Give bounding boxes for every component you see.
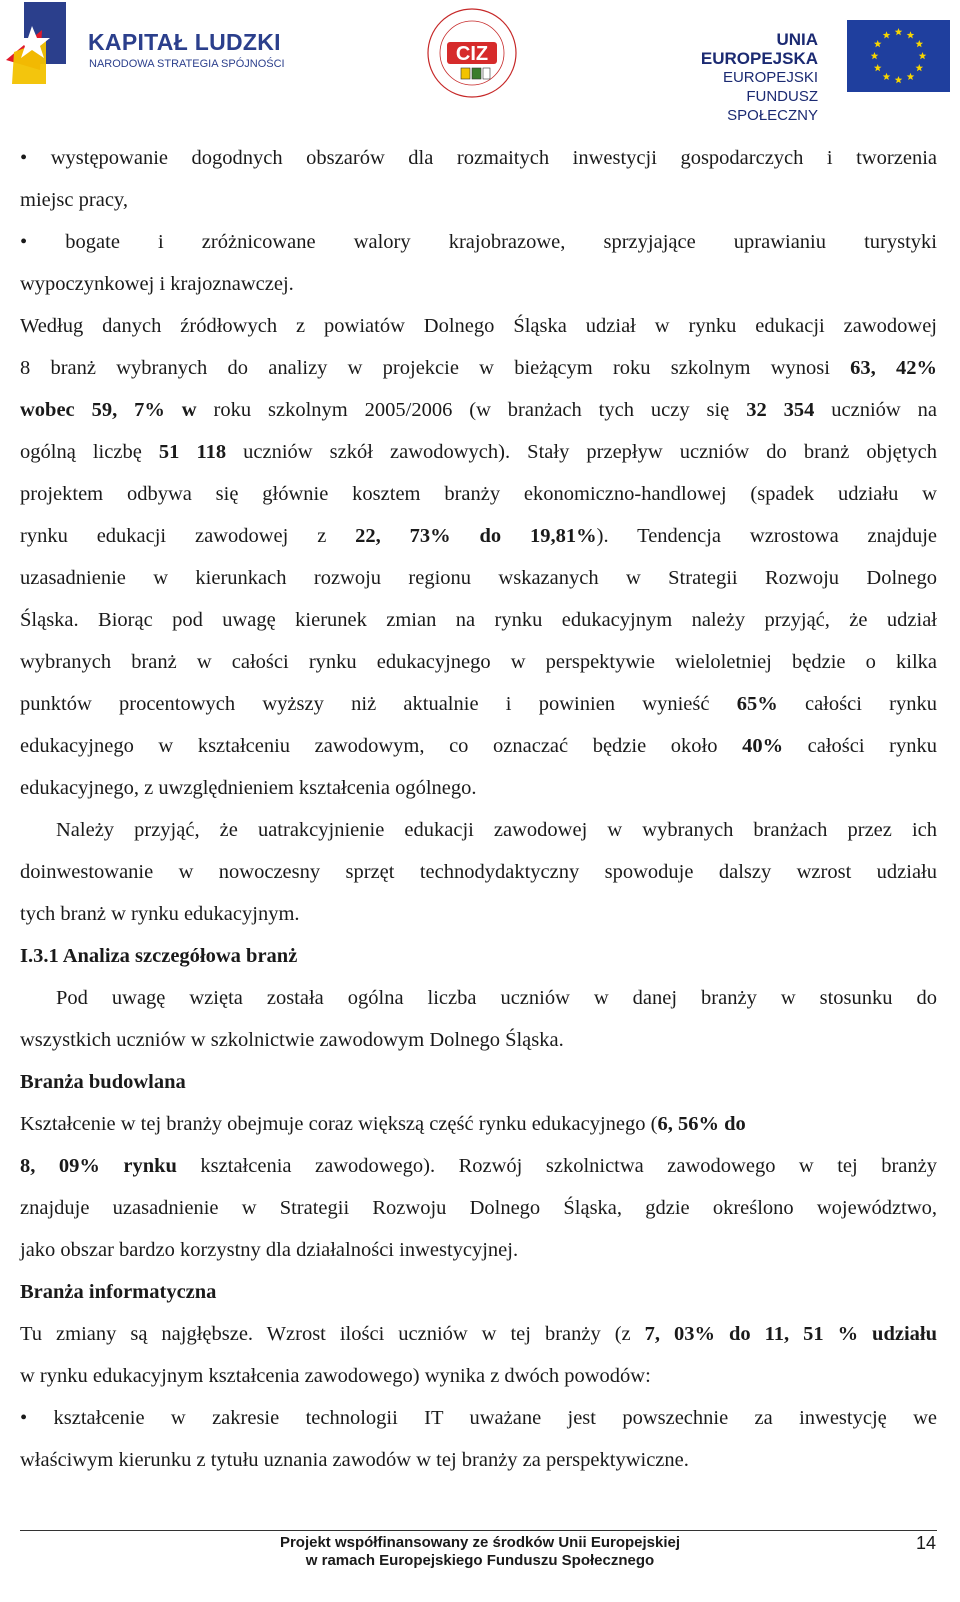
text-line [20,305,937,347]
text-run: wszystkich uczniów w szkolnictwie zawodowym Dolnego Śląska. [20,1029,564,1051]
text-run: ogólną liczbę [20,441,159,463]
text-line [20,179,937,221]
text-run: jako obszar bardzo korzystny dla działalności inwestycyjnej. [20,1239,519,1261]
kapital-ludzki-subtitle: NARODOWA STRATEGIA SPÓJNOŚCI [89,58,285,70]
eu-line2: EUROPEJSKI [722,69,818,86]
ciz-logo [425,6,519,100]
page-number: 14 [915,1533,936,1553]
bold-text-run: I.3.1 Analiza szczegółowa branż [20,945,298,967]
text-run: miejsc pracy, [20,189,128,211]
footer-divider [20,1530,937,1531]
text-line [20,1229,937,1271]
text-line [20,935,937,977]
bold-text-run: 6, 56% do [657,1113,746,1135]
bold-text-run: 22, 73% do 19,81% [355,525,597,547]
text-run: całości rynku [777,693,937,715]
bold-text-run: Branża budowlana [20,1071,186,1093]
text-run: ). Tendencja wzrostowa znajduje [596,525,937,547]
text-line [20,683,937,725]
text-run: projektem odbywa się głównie kosztem branży ekonomiczno-handlowej (spadek udziału w [20,483,937,505]
text-run: edukacyjnego w kształceniu zawodowym, co oznaczać będzie około [20,735,743,757]
text-line [20,1439,937,1481]
text-line [20,347,937,389]
bold-text-run: 65% [736,693,778,715]
text-line [20,599,937,641]
text-run: Należy przyjąć, że uatrakcyjnienie edukacji zawodowej w wybranych branżach przez ich [56,819,937,841]
bold-text-run: wobec 59, 7% w [20,399,197,421]
text-line [20,1061,937,1103]
text-line [20,851,937,893]
text-run: tych branż w rynku edukacyjnym. [20,903,300,925]
text-line [20,515,937,557]
text-line [20,809,937,851]
bold-text-run: 40% [742,735,784,757]
kapital-ludzki-emblem [6,0,82,90]
text-line [20,1313,937,1355]
ciz-logo-text: CIZ [455,43,489,65]
footer-line1: Projekt współfinansowany ze środków Unii Europejskiej [279,1534,681,1551]
text-run: edukacyjnego, z uwzględnieniem kształcenia ogólnego. [20,777,477,799]
bold-text-run: 8, 09% rynku [20,1155,177,1177]
eu-logo-text [660,30,818,125]
text-run: Według danych źródłowych z powiatów Dolnego Śląska udział w rynku edukacji zawodowej [20,315,937,337]
footer-text [0,1534,960,1570]
footer-line2: w ramach Europejskiego Funduszu Społecznego [305,1552,655,1569]
text-line [20,389,937,431]
bold-text-run: 63, 42% [850,357,938,379]
text-line [20,1355,937,1397]
text-run: Śląska. Biorąc pod uwagę kierunek zmian na rynku edukacyjnym należy przyjąć, że udział [20,609,937,631]
text-line [20,641,937,683]
text-line [20,1271,937,1313]
text-run: uczniów szkół zawodowych). Stały przepływ uczniów do branż objętych [226,441,938,463]
text-line [20,221,937,263]
text-run: punktów procentowych wyższy niż aktualnie i powinien wynieść [20,693,737,715]
text-run: rynku edukacji zawodowej z [20,525,356,547]
text-line [20,1397,937,1439]
text-line [20,1145,937,1187]
text-line [20,557,937,599]
text-run: całości rynku [783,735,937,757]
text-line [20,263,937,305]
text-run: uczniów na [814,399,938,421]
text-run: Pod uwagę wzięta została ogólna liczba uczniów w danej branży w stosunku do [56,987,937,1009]
eu-logo-block [660,20,950,124]
text-run: Kształcenie w tej branży obejmuje coraz większą część rynku edukacyjnego ( [20,1113,658,1135]
text-run: znajduje uzasadnienie w Strategii Rozwoju Dolnego Śląska, gdzie określono województwo, [20,1197,937,1219]
kapital-ludzki-title: KAPITAŁ LUDZKI [88,29,281,55]
text-line [20,767,937,809]
text-run: roku szkolnym 2005/2006 (w branżach tych uczy się [196,399,747,421]
document-body [20,137,937,1481]
text-run: doinwestowanie w nowoczesny sprzęt technodydaktyczny spowoduje dalszy wzrost udziału [20,861,937,883]
text-run: uzasadnienie w kierunkach rozwoju regionu wskazanych w Strategii Rozwoju Dolnego [20,567,937,589]
bold-text-run: 32 354 [746,399,815,421]
text-run: Tu zmiany są najgłębsze. Wzrost ilości uczniów w tej branży (z [20,1323,645,1345]
text-line [20,977,937,1019]
text-run: • kształcenie w zakresie technologii IT uważane jest powszechnie za inwestycję we [20,1407,937,1429]
page-header [0,0,960,124]
bold-text-run: 7, 03% do 11, 51 % udziału [644,1323,937,1345]
text-run: • występowanie dogodnych obszarów dla rozmaitych inwestycji gospodarczych i tworzenia [20,147,937,169]
eu-line3: FUNDUSZ SPOŁECZNY [727,88,818,124]
text-line [20,1103,937,1145]
eu-flag-icon [847,20,950,92]
text-line [20,725,937,767]
kapital-ludzki-logo [6,0,296,95]
bold-text-run: 51 118 [158,441,227,463]
text-run: kształcenia zawodowego). Rozwój szkolnictwa zawodowego w tej branży [176,1155,938,1177]
text-line [20,137,937,179]
text-run: w rynku edukacyjnym kształcenia zawodowego) wynika z dwóch powodów: [20,1365,651,1387]
text-run: 8 branż wybranych do analizy w projekcie w bieżącym roku szkolnym wynosi [20,357,851,379]
text-line [20,1187,937,1229]
eu-line1: UNIA EUROPEJSKA [700,30,818,68]
text-run: właściwym kierunku z tytułu uznania zawodów w tej branży za perspektywiczne. [20,1449,689,1471]
bold-text-run: Branża informatyczna [20,1281,217,1303]
text-line [20,431,937,473]
text-line [20,893,937,935]
text-run: wybranych branż w całości rynku edukacyjnego w perspektywie wieloletniej będzie o kilka [20,651,937,673]
text-line [20,473,937,515]
text-line [20,1019,937,1061]
text-run: • bogate i zróżnicowane walory krajobrazowe, sprzyjające uprawianiu turystyki [20,231,937,253]
text-run: wypoczynkowej i krajoznawczej. [20,273,294,295]
